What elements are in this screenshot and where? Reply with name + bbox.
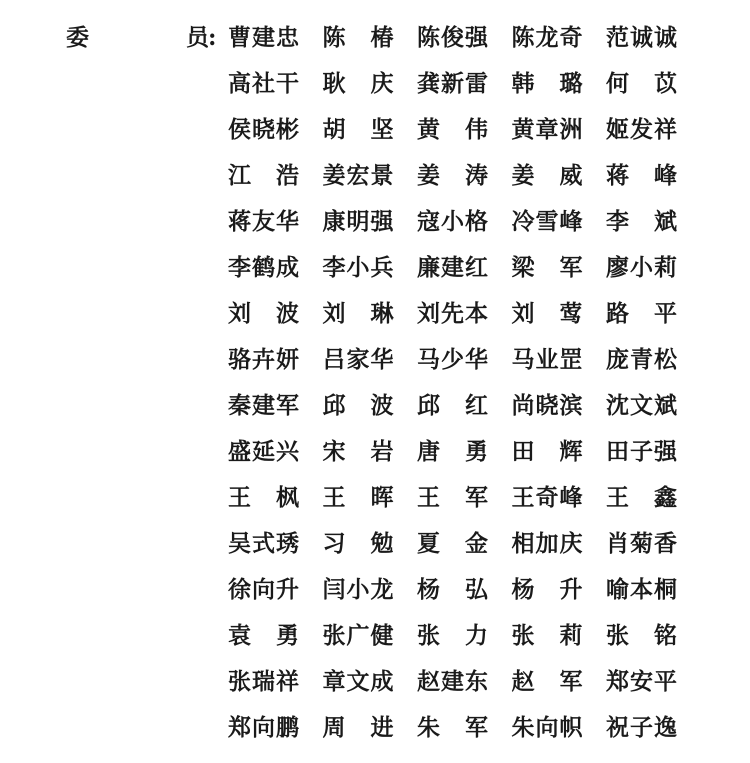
member-name: 陈 椿 [322, 24, 394, 51]
member-name: 陈龙奇 [511, 24, 583, 51]
member-name: 廖小莉 [606, 254, 677, 281]
member-name: 相加庆 [511, 530, 583, 557]
member-name: 寇小格 [417, 208, 488, 235]
member-name: 袁 勇 [228, 622, 299, 649]
member-name: 郑安平 [606, 668, 677, 695]
member-name: 郑向鹏 [228, 714, 299, 741]
member-name: 康明强 [322, 208, 394, 235]
member-name: 夏 金 [417, 530, 488, 557]
member-name: 尚晓滨 [511, 392, 583, 419]
member-name: 姜宏景 [322, 162, 394, 189]
member-name: 廉建红 [417, 254, 488, 281]
member-name: 梁 军 [511, 254, 583, 281]
member-name: 吴式琇 [228, 530, 299, 557]
member-name: 习 勉 [322, 530, 394, 557]
member-name: 刘 琳 [322, 300, 394, 327]
member-name: 王 晖 [322, 484, 394, 511]
member-name: 刘先本 [417, 300, 488, 327]
member-name: 闫小龙 [322, 576, 394, 603]
member-name: 朱 军 [417, 714, 488, 741]
member-name-list [228, 20, 688, 756]
member-name: 龚新雷 [417, 70, 488, 97]
member-name: 唐 勇 [417, 438, 488, 465]
member-name: 徐向升 [228, 576, 299, 603]
member-name: 王 鑫 [606, 484, 677, 511]
member-name: 张 莉 [511, 622, 583, 649]
member-name: 盛延兴 [228, 438, 299, 465]
member-name: 耿 庆 [322, 70, 394, 97]
member-name: 肖菊香 [606, 530, 677, 557]
member-name: 蒋 峰 [606, 162, 677, 189]
member-name: 蒋友华 [228, 208, 299, 235]
member-name: 姬发祥 [606, 116, 677, 143]
member-name: 宋 岩 [322, 438, 394, 465]
member-name: 章文成 [322, 668, 394, 695]
committee-member-label [66, 20, 222, 56]
member-name: 黄章洲 [511, 116, 583, 143]
member-name: 张 力 [417, 622, 488, 649]
member-name: 韩 璐 [511, 70, 583, 97]
member-name: 姜 威 [511, 162, 583, 189]
member-name: 张瑞祥 [228, 668, 299, 695]
member-name: 邱 波 [322, 392, 394, 419]
member-name: 刘 莺 [511, 300, 583, 327]
role-label-char-1: 委 [66, 24, 89, 51]
member-name: 胡 坚 [322, 116, 394, 143]
member-name: 赵建东 [417, 668, 488, 695]
member-name: 黄 伟 [417, 116, 488, 143]
member-name: 喻本桐 [606, 576, 677, 603]
member-name: 田子强 [606, 438, 677, 465]
member-name: 杨 弘 [417, 576, 488, 603]
member-name: 吕家华 [322, 346, 394, 373]
member-name: 张广健 [322, 622, 394, 649]
member-name: 朱向帜 [511, 714, 583, 741]
member-name: 曹建忠 [228, 24, 299, 51]
member-name: 杨 升 [511, 576, 583, 603]
member-name: 周 进 [322, 714, 394, 741]
member-name: 姜 涛 [417, 162, 488, 189]
member-name: 江 浩 [228, 162, 299, 189]
role-label-char-2: 员 [186, 24, 209, 51]
role-label-colon: : [208, 24, 217, 51]
member-name: 张 铭 [606, 622, 677, 649]
member-name: 李鹤成 [228, 254, 299, 281]
member-name: 王 枫 [228, 484, 299, 511]
member-name: 沈文斌 [606, 392, 677, 419]
member-name: 高社干 [228, 70, 299, 97]
member-name: 范诚诚 [606, 24, 677, 51]
member-name: 祝子逸 [606, 714, 677, 741]
member-name: 路 平 [606, 300, 677, 327]
member-name: 李 斌 [606, 208, 677, 235]
member-name: 邱 红 [417, 392, 488, 419]
member-name: 马业罡 [511, 346, 583, 373]
member-name: 侯晓彬 [228, 116, 299, 143]
member-name: 王 军 [417, 484, 488, 511]
member-name: 骆卉妍 [228, 346, 299, 373]
member-name: 王奇峰 [511, 484, 583, 511]
member-name: 刘 波 [228, 300, 299, 327]
member-name: 赵 军 [511, 668, 583, 695]
member-name: 秦建军 [228, 392, 299, 419]
member-name: 田 辉 [511, 438, 583, 465]
member-name: 马少华 [417, 346, 488, 373]
member-name: 李小兵 [322, 254, 394, 281]
member-name: 庞青松 [606, 346, 677, 373]
member-name: 陈俊强 [417, 24, 488, 51]
member-name: 冷雪峰 [511, 208, 583, 235]
member-name: 何 苡 [606, 70, 677, 97]
